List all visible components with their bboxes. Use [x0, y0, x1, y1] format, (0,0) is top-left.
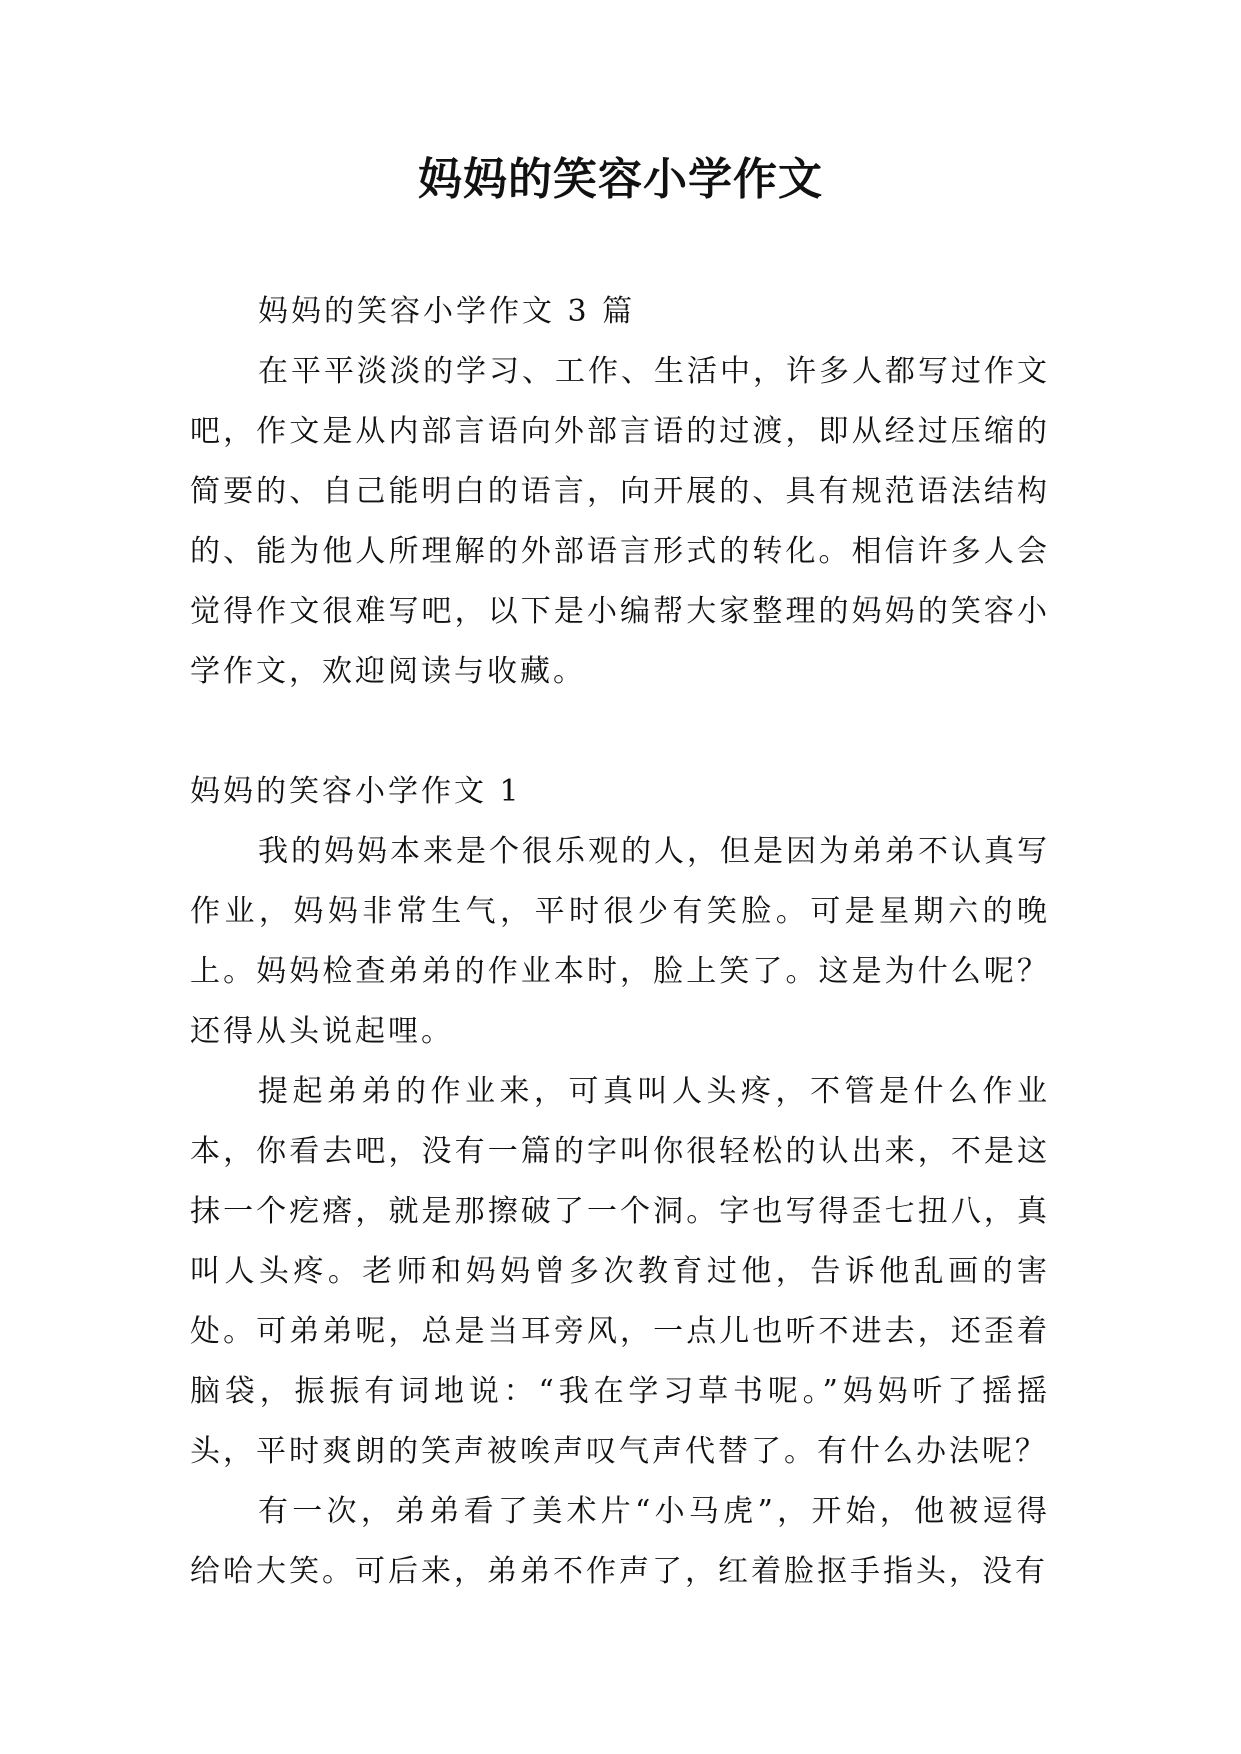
document-subtitle: 妈妈的笑容小学作文 3 篇: [258, 294, 636, 329]
intro-paragraph: 在平平淡淡的学习、工作、生活中，许多人都写过作文吧，作文是从内部言语向外部言语的过渡，即从经过压缩的简要的、自己能明白的语言，向开展的、具有规范语法结构的、能为他人所理解的外部语言形式的转化。相信许多人会觉得作文很难写吧，以下是小编帮大家整理的妈妈的笑容小学作文，欢迎阅读与收藏。: [190, 354, 1050, 689]
body-paragraph: 有一次，弟弟看了美术片“小马虎”，开始，他被逗得给哈大笑。可后来，弟弟不作声了，红着脸抠手指头，没有: [190, 1494, 1050, 1589]
document-title: 妈妈的笑容小学作文: [418, 154, 823, 205]
body-paragraph: 我的妈妈本来是个很乐观的人，但是因为弟弟不认真写作业，妈妈非常生气，平时很少有笑脸。可是星期六的晚上。妈妈检查弟弟的作业本时，脸上笑了。这是为什么呢？还得从头说起哩。: [190, 834, 1050, 1049]
section-heading: 妈妈的笑容小学作文 1: [190, 774, 522, 809]
document-body: [190, 282, 1050, 1602]
body-paragraph: 提起弟弟的作业来，可真叫人头疼，不管是什么作业本，你看去吧，没有一篇的字叫你很轻松的认出来，不是这抹一个疙瘩，就是那擦破了一个洞。字也写得歪七扭八，真叫人头疼。老师和妈妈曾多次教育过他，告诉他乱画的害处。可弟弟呢，总是当耳旁风，一点儿也听不进去，还歪着脑袋，振振有词地说：“我在学习草书呢。”妈妈听了摇摇头，平时爽朗的笑声被唉声叹气声代替了。有什么办法呢？: [190, 1074, 1050, 1469]
section-spacer: [190, 702, 1050, 762]
